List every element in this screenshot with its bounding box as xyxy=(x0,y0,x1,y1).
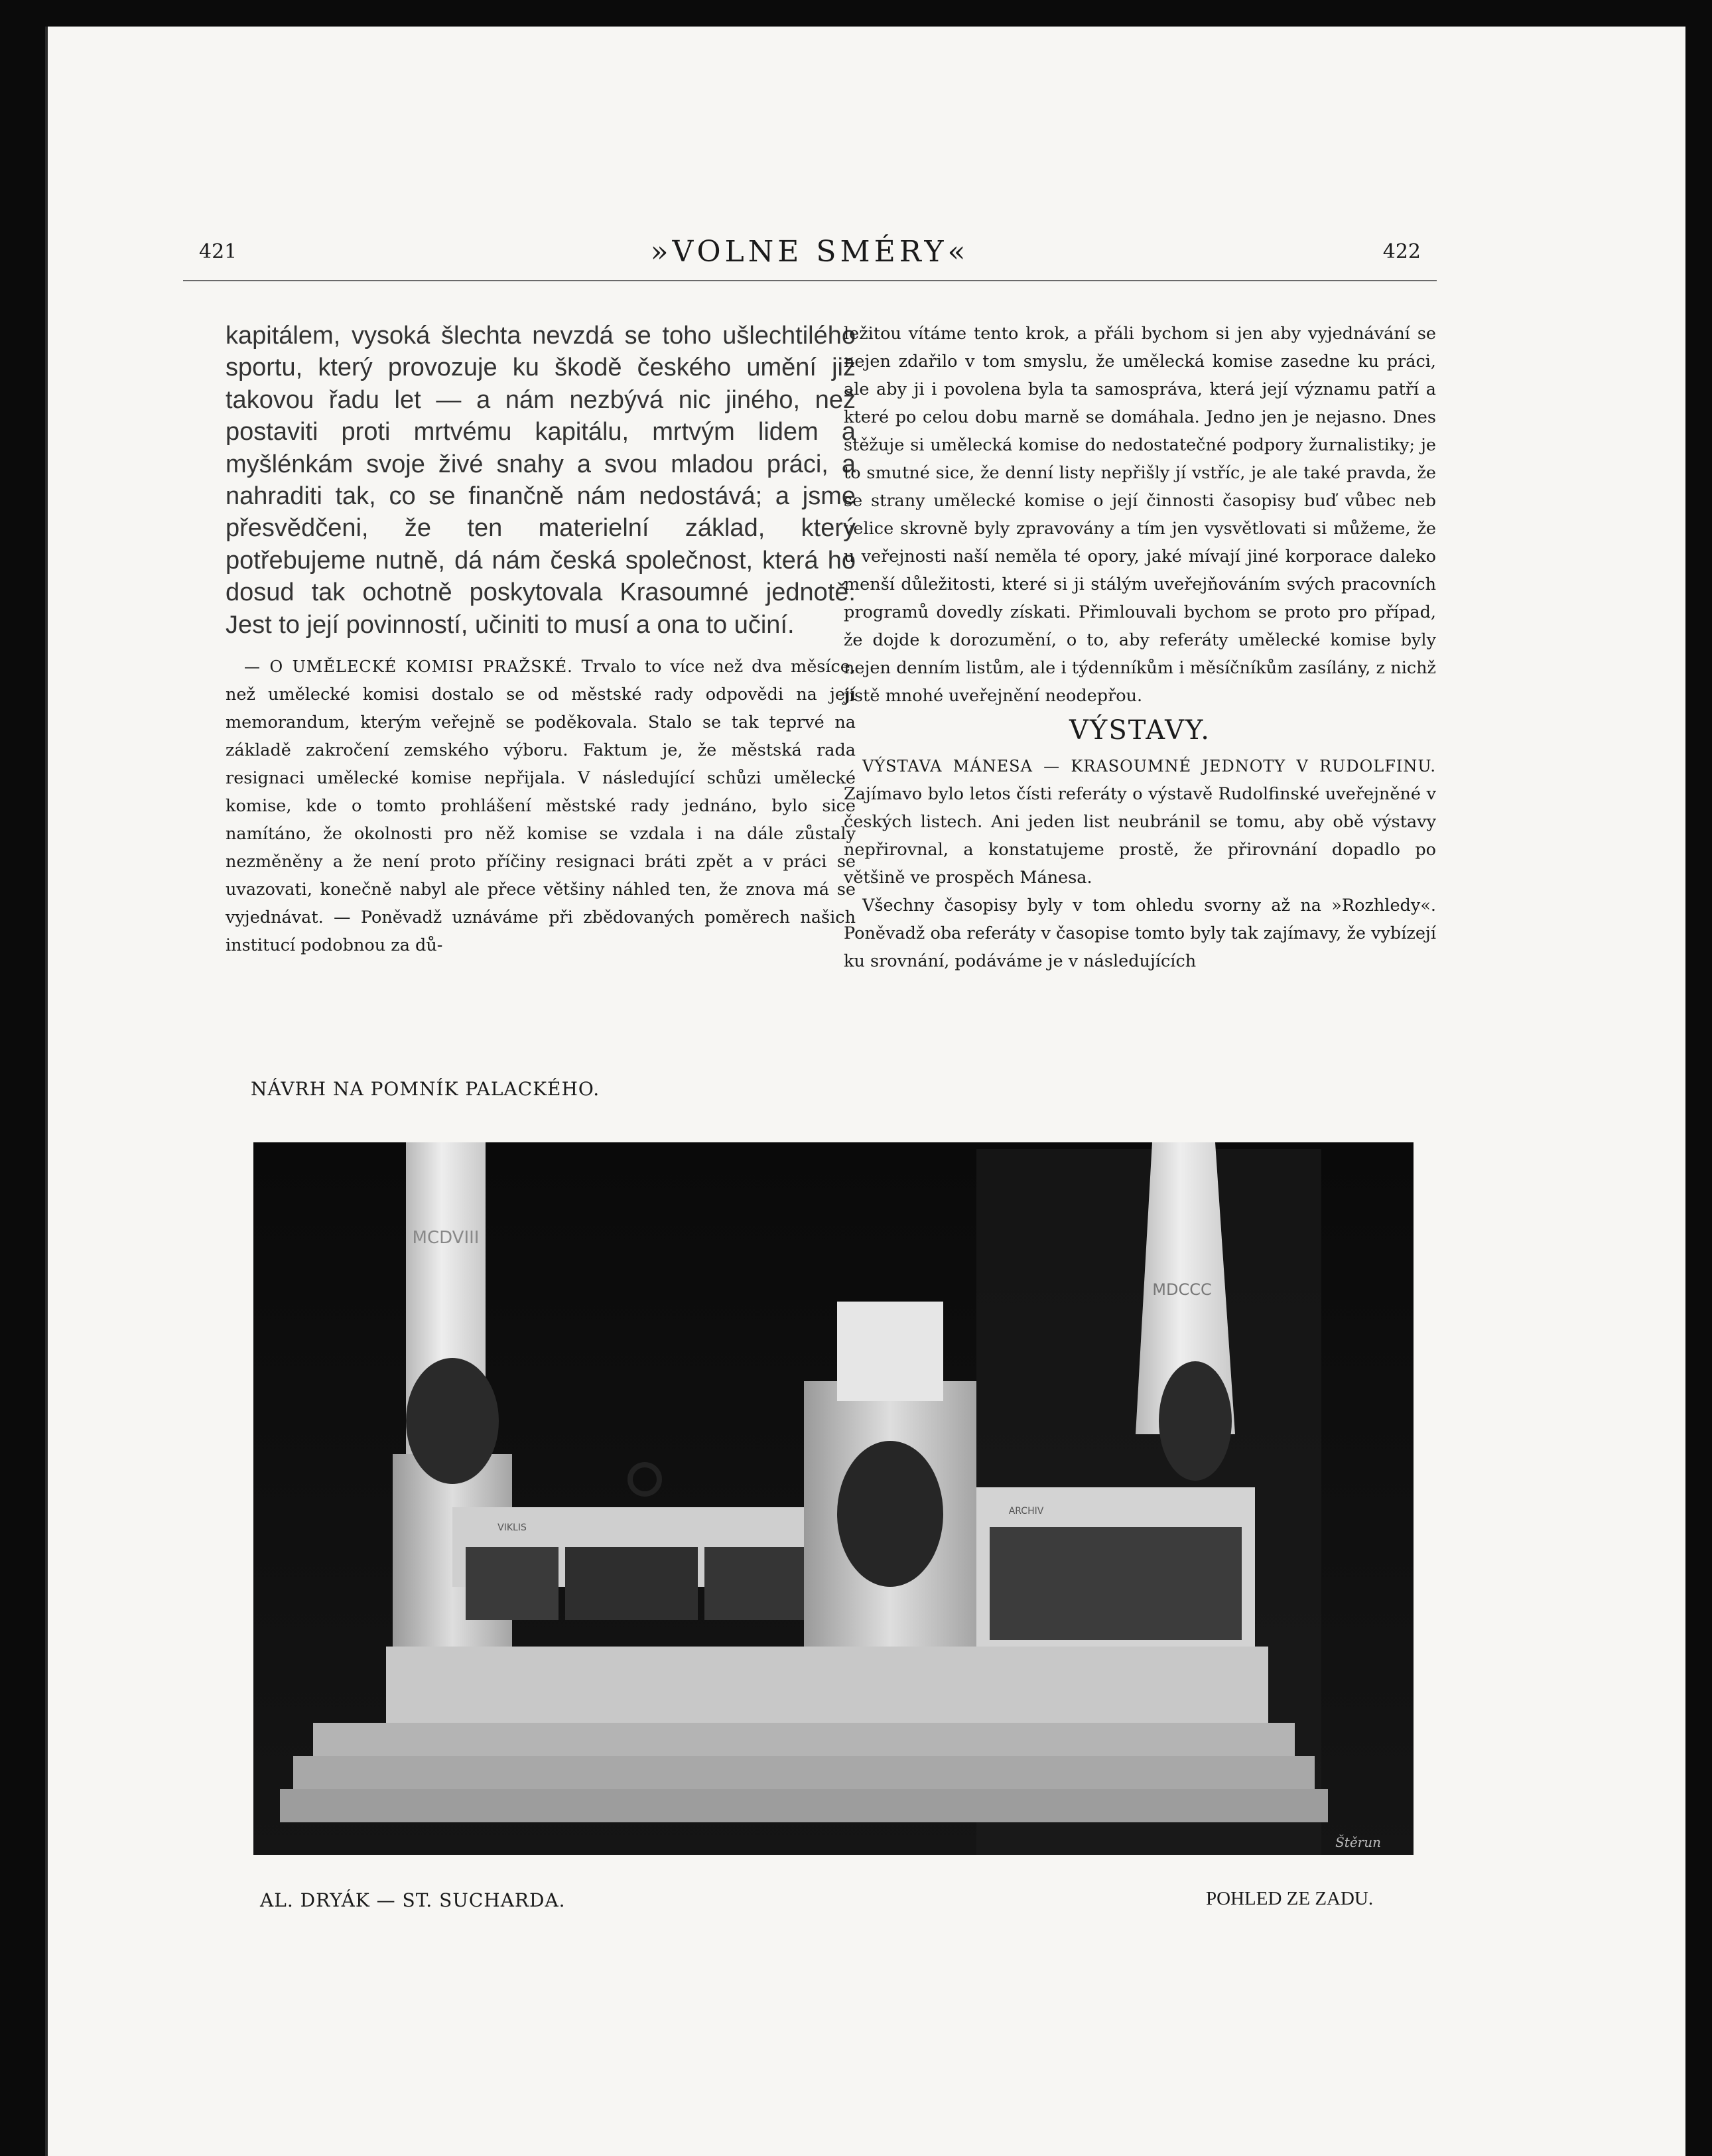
lead-block xyxy=(226,320,856,641)
step-3 xyxy=(280,1789,1328,1822)
left-obelisk-inscription: MCDVIII xyxy=(412,1228,480,1248)
final-paragraph: Všechny časopisy byly v tom ohledu svorny až na »Rozhledy«. Poněvadž oba referáty v časopise tomto byly tak zajímavy, že vybízejí ku srovnání, podáváme je v následujících xyxy=(844,896,1436,971)
page-number-left: 421 xyxy=(199,240,237,263)
binding-edge xyxy=(45,27,48,2156)
photographer-signature: Štěrun xyxy=(1335,1834,1381,1850)
exhibit-text: Zajímavo bylo letos čísti referáty o výstavě Rudolfinské uveřejněné v českých listech. Ani jeden list neubránil se tomu, aby obě výstavy nepřirovnal, a konstatujeme prostě, že přirovnání dopadlo po většině ve prospěch Mánesa. xyxy=(844,784,1436,888)
view-caption: POHLED ZE ZADU. xyxy=(1206,1888,1374,1909)
left-bronze-figure xyxy=(406,1358,499,1484)
commission-heading: — O UMĚLECKÉ KOMISI PRAŽSKÉ. xyxy=(244,657,573,677)
left-column xyxy=(226,320,856,959)
commission-text: Trvalo to více než dva měsíce, než umělecké komisi dostalo se od městské rady odpovědi na její memorandum, kterým veřejně se poděkovala. Stalo se tak teprvé na základě zakročení zemského výboru. Faktum je, že městská rada resignaci umělecké komise nepřijala. V následující schůzi umělecké komise, kde o tomto prohlášení městské rady jednáno, bylo sice namítáno, že okolnosti pro něž komise se vzdala i na dále zůstaly nezměněny a že není proto příčiny resignaci bráti zpět a v práci se uvazovati, konečně nabyl ale přece většiny náhled ten, že znova má se vyjednávat. — Poněvadž uznáváme při zbědovaných poměrech našich institucí podobnou za dů- xyxy=(226,657,856,956)
figure-caption: NÁVRH NA POMNÍK PALACKÉHO. xyxy=(251,1078,600,1100)
relief-panel-2 xyxy=(565,1547,698,1620)
monument-base xyxy=(386,1647,1268,1726)
central-block xyxy=(837,1302,943,1401)
right-obelisk-inscription: MDCCC xyxy=(1152,1280,1212,1299)
right-column xyxy=(844,320,1436,975)
header-rule xyxy=(183,280,1437,281)
monument-illustration xyxy=(253,1142,1414,1855)
relief-panel-1 xyxy=(466,1547,559,1620)
artists-credit: AL. DRYÁK — ST. SUCHARDA. xyxy=(260,1889,566,1911)
journal-title: »VOLNE SMÉRY« xyxy=(650,235,970,269)
scanned-page xyxy=(45,27,1685,2156)
step-2 xyxy=(293,1756,1315,1789)
step-1 xyxy=(313,1723,1295,1756)
right-relief xyxy=(990,1527,1242,1640)
right-bronze-figure xyxy=(1159,1361,1232,1481)
monument-photo xyxy=(253,1142,1414,1855)
commission-article xyxy=(226,653,856,959)
continuation-paragraph: ležitou vítáme tento krok, a přáli bychom si jen aby vyjednávání se nejen zdařilo v tom smyslu, že umělecká komise zasedne ku práci, ale aby ji i povolena byla ta samospráva, která její významu patří a které po celou dobu marně se domáhala. Jedno jen je nejasno. Dnes stěžuje si umělecká komise do nedostatečné podpory žurnalistiky; je to smutné sice, že denní listy nepřišly jí vstříc, je ale také pravda, že se strany umělecké komise o její činnosti časopisy buď vůbec neb velice skrovně byly zpravovány a tím jen vysvětlovati si můžeme, že u veřejnosti naší neměla té opory, jaké mívají jiné korporace daleko menší důležitosti, které si ji stálým uveřejňováním svých pracovních programů dovedly získati. Přimlouvali bychom se proto pro případ, že dojde k dorozumění, o to, aby referáty umělecké komise byly nejen denním listům, ale i týdenníkům i měsíčníkům zasílány, z nichž jistě mnohé uveřejnění neodepřou. xyxy=(844,324,1436,706)
commission-paragraph xyxy=(226,653,856,959)
page-number-right: 422 xyxy=(1382,240,1421,263)
central-bronze-figure xyxy=(837,1441,943,1587)
page-header xyxy=(183,220,1437,287)
exhibit-heading: VÝSTAVA MÁNESA — KRASOUMNÉ JEDNOTY V RUDOLFINU. xyxy=(862,757,1436,775)
lead-paragraph: kapitálem, vysoká šlechta nevzdá se toho ušlechtilého sportu, který provozuje ku škodě českého umění již takovou řadu let — a nám nezbývá nic jiného, než postaviti proti mrtvému kapitálu, mrtvým lidem a myšlénkám svoje živé snahy a svou mladou práci, a nahraditi tak, co se finančně nám nedostává; a jsme přesvědčeni, že ten materielní základ, který potřebujeme nutně, dá nám česká společnost, která ho dosud tak ochotně poskytovala Krasoumné jednotě. Jest to její povinností, učiniti to musí a ona to učiní. xyxy=(226,322,856,639)
balustrade-word-right: ARCHIV xyxy=(1008,1506,1044,1516)
section-title-vystavy: VÝSTAVY. xyxy=(1069,715,1211,746)
exhibit-paragraph xyxy=(844,752,1436,892)
relief-panel-3 xyxy=(704,1547,804,1620)
balustrade-word-left: VIKLIS xyxy=(497,1522,527,1533)
